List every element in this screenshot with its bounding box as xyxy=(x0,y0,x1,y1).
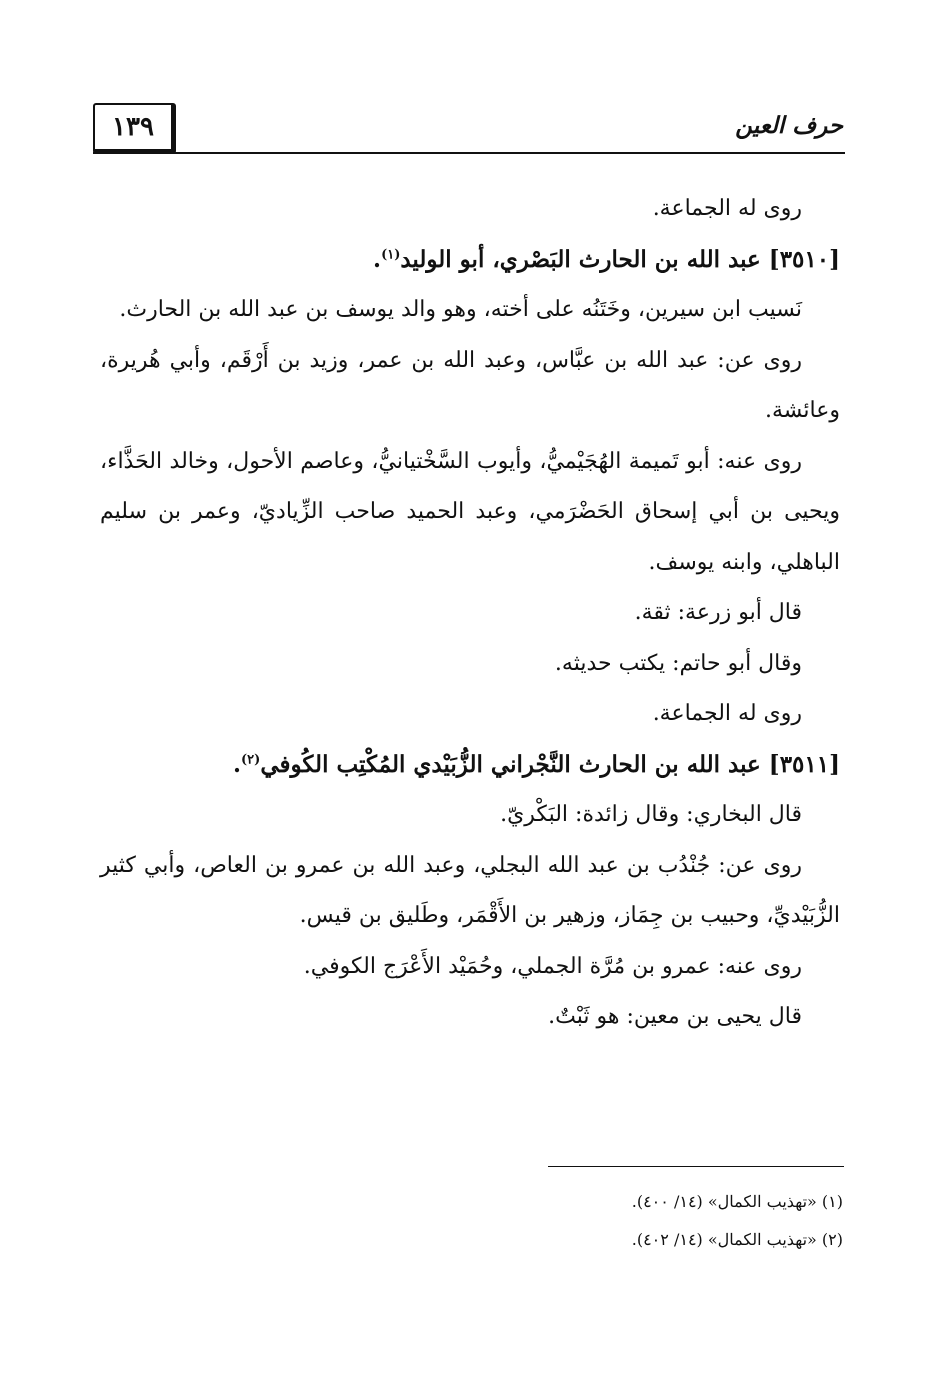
entry-number: [٣٥١٠] xyxy=(768,245,840,273)
entry-end: . xyxy=(373,245,382,273)
paragraph: روى عن: عبد الله بن عبَّاس، وعبد الله بن عمر، وزيد بن أَرْقَم، وأبي هُريرة، وعائشة. xyxy=(100,347,840,423)
entry-heading-3510 xyxy=(100,235,840,286)
footnote-1: (١) «تهذيب الكمال» (١٤/ ٤٠٠). xyxy=(631,1192,843,1211)
footnotes xyxy=(243,1183,843,1259)
page-number-text: ١٣٩ xyxy=(112,112,154,142)
body-text xyxy=(100,184,840,1043)
paragraph: قال يحيى بن معين: هو ثَبْتٌ. xyxy=(548,1004,802,1029)
footnote-2: (٢) «تهذيب الكمال» (١٤/ ٤٠٢). xyxy=(631,1230,843,1249)
paragraph: قال البخاري: وقال زائدة: البَكْريّ. xyxy=(500,802,802,827)
paragraph: روى عنه: أبو تَميمة الهُجَيْميُّ، وأيوب السَّخْتيانيُّ، وعاصم الأحول، وخالد الحَذَّاء، ويحيى بن أبي إسحاق الحَضْرَمي، وعبد الحميد صاحب الزِّياديّ، وعمر بن سليم الباهلي، وابنه يوسف. xyxy=(100,448,840,575)
paragraph: روى له الجماعة. xyxy=(652,196,802,221)
entry-number: [٣٥١١] xyxy=(768,750,840,778)
footnote-reference: (١) xyxy=(381,246,401,262)
entry-name: عبد الله بن الحارث النَّجْراني الزُّبَيْدي المُكْتِب الكُوفي xyxy=(260,750,761,778)
paragraph: روى عن: جُنْدُب بن عبد الله البجلي، وعبد الله بن عمرو بن العاص، وأبي كثير الزُّبَيْديِّ، وحبيب بن جِمَاز، وزهير بن الأَقْمَر، وطَليق بن قيس. xyxy=(100,852,840,928)
entry-end: . xyxy=(233,750,242,778)
paragraph: وقال أبو حاتم: يكتب حديثه. xyxy=(554,650,802,676)
paragraph: روى عنه: عمرو بن مُرَّة الجملي، وحُمَيْد الأَعْرَج الكوفي. xyxy=(303,953,802,979)
paragraph: نَسيب ابن سيرين، وخَتَنُه على أخته، وهو والد يوسف بن عبد الله بن الحارث. xyxy=(119,297,802,322)
footnote-rule xyxy=(548,1166,844,1167)
footnote-reference: (٢) xyxy=(241,751,261,767)
page-number xyxy=(93,103,176,154)
paragraph: قال أبو زرعة: ثقة. xyxy=(634,600,802,625)
paragraph: روى له الجماعة. xyxy=(652,701,802,726)
header-rule xyxy=(93,152,845,154)
entry-name: عبد الله بن الحارث البَصْري، أبو الوليد xyxy=(400,245,761,273)
entry-heading-3511 xyxy=(100,740,840,791)
running-head: حرف العين xyxy=(735,112,843,139)
